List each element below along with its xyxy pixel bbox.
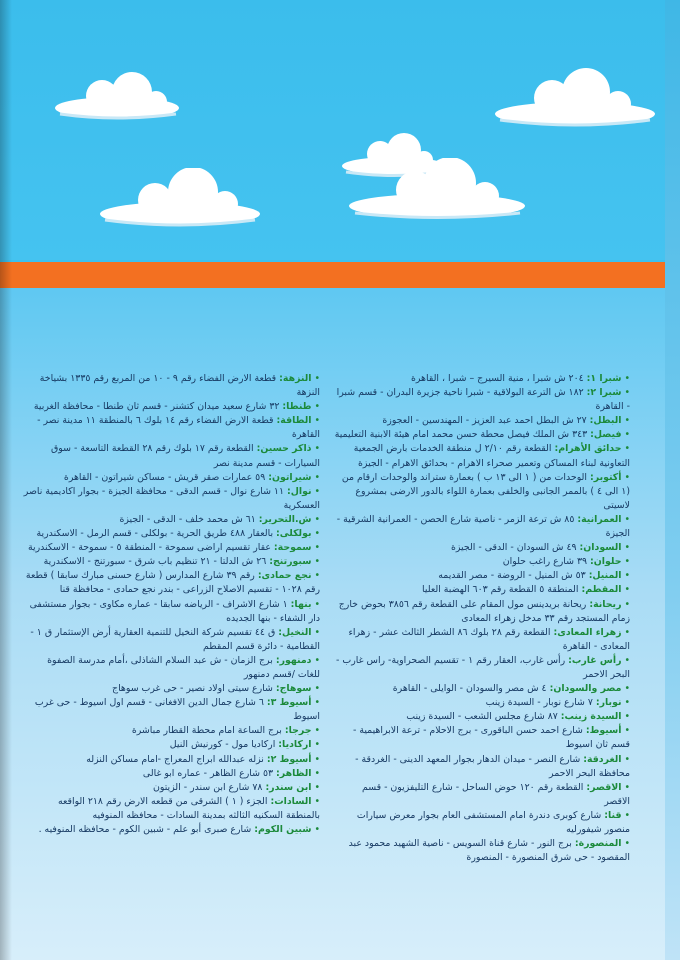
cloud-icon	[50, 70, 185, 120]
branch-entry: • البطل: ٢٧ ش البطل احمد عبد العزيز - المهندسين - العجوزة	[382, 415, 630, 427]
branch-entry: • السودان: ٤٩ ش السودان - الدقى - الجيزة	[450, 542, 630, 554]
page-spine-shadow	[0, 0, 12, 960]
branch-entry: • أسيوط ٢: نزله عبدالله ابراج المعراج -امام مساكن النزله	[86, 753, 320, 765]
branch-entry: • النزهة: قطعة الارض الفضاء رقم ٩ - ١٠ من المربع رقم ١٣٣٥ بشياخة النزهة	[39, 373, 320, 399]
branch-entry: • العمرانية: ٨٥ ش ترعة الزمر - ناصية شارع الحصن - العمرانية الشرقية - الجيزة	[336, 513, 630, 540]
branch-entry: • فيصل: ٣٤٣ ش الملك فيصل محطة حسن محمد امام هيئة الابنية التعليمية	[334, 429, 630, 441]
branches-list-right	[334, 372, 630, 865]
branch-entry: • أكتوبر: الوحدات من ( ١ الى ١٣ ب ) بعمارة ستراند والوحدات ارقام من (١ الى ٤ ) بالممر الجانبى والخلفى بعمارة اللواء بالدور الارضى بمشروع لاسيتى	[341, 471, 630, 511]
branch-entry: • المنصورة: برج النور - شارع قناة السويس - ناصية الشهيد محمود عبد المقصود - حى شرق المنصورة - المنصورة	[348, 838, 630, 864]
branch-entry: • السادات: الجزء ( ١ ) الشرقى من قطعه الارض رقم ٢١٨ الواقعه بالمنطقة السكنيه الثالثه بمدينة السادات - محافظه المنوفيه	[57, 795, 320, 821]
branch-entry: • زهراء المعادى: القطعة رقم ٢٨ بلوك ٨٦ الشطر الثالث عشر - زهراء المعادى - القاهرة	[348, 626, 630, 652]
branch-entry: • الظاهر: ٥٣ شارع الظاهر - عماره ابو غالى	[142, 767, 320, 779]
orange-divider-stripe	[0, 262, 665, 288]
branch-entry: • الاقصر: القطعة رقم ١٢٠ حوض الساحل - شارع التليفزيون - قسم الاقصر	[362, 781, 630, 807]
branch-entry: • المنيل: ٥٣ ش المنيل - الروضة - مصر القديمه	[438, 570, 630, 582]
branch-entry: • ذاكر حسين: القطعة رقم ١٧ بلوك رقم ٢٨ القطعة التاسعة - سوق السيارات - قسم مدينة نصر	[51, 443, 320, 469]
branch-entry: • نوبار: ٧ شارع نوبار - السيدة زينب	[485, 697, 630, 709]
branch-entry: • دمنهور: برج الزمان - ش عبد السلام الشاذلى ،أمام مدرسة الصفوة للغات /قسم دمنهور	[47, 654, 320, 680]
branch-entry: • الطاقة: قطعة الارض الفضاء رقم ١٤ بلوك ٦ بالمنطقة ١١ مدينة نصر - القاهرة	[37, 415, 320, 441]
branch-entry: • شيراتون: ٥٩ عمارات صقر قريش - مساكن شيراتون - القاهرة	[63, 471, 320, 483]
branch-entry: • الغردقة: شارع النصر - ميدان الدهار بجوار المعهد الدينى - الغردقة - محافظة البحر الاحمر	[355, 753, 630, 779]
branch-entry: • سوهاج: شارع سيتى اولاد نصير - حى غرب سوهاج	[112, 683, 320, 695]
branches-list-left	[22, 372, 320, 837]
branch-entry: • السيدة زينب: ٨٧ شارع مجلس الشعب - السيدة زينب	[406, 711, 630, 723]
page-edge	[665, 0, 680, 960]
branch-entry: • جرجا: برج الساعة امام محطة القطار مباشرة	[131, 725, 320, 737]
branch-entry: • شبين الكوم: شارع صبرى أبو علم - شبين الكوم - محافظه المنوفيه .	[38, 824, 320, 835]
branch-entry: • شبرا ١: ٢٠٤ ش شبرا ، منية السيرج – شبرا ، القاهرة	[410, 373, 630, 384]
branch-entry: • ش.التحرير: ٦١ ش محمد خلف - الدقى - الجيزة	[119, 513, 320, 525]
branch-entry: • رأس غارب: رأس غارب، العقار رقم ١ - تقسيم الصحراوية- راس غارب - البحر الاحمر	[336, 654, 630, 680]
branch-entry: • سموحة: عقار تقسيم اراضى سموحة - المنطقة ٥ - سموحة - الاسكندرية	[27, 542, 320, 554]
branch-entry: • أسيوط: شارع احمد حسن الباقورى - برج الاحلام - ترعة الابراهيمية - قسم ثان اسيوط	[352, 725, 630, 751]
branch-entry: • ابن سندر: ٧٨ شارع ابن سندر - الزيتون	[152, 781, 320, 793]
branch-entry: • سبورتنج: ٢٦ ش الدلتا - ٢١ تنظيم باب شرق - سبورتنج - الاسكندرية	[43, 556, 320, 568]
branch-entry: • اركاديا: اركاديا مول - كورنيش النيل	[169, 739, 320, 751]
branch-entry: • المقطم: المنطقة ٥ القطعة رقم ٦٠٣ الهضبة العليا	[422, 584, 630, 596]
cloud-icon	[95, 168, 265, 228]
cloud-icon	[490, 68, 660, 128]
branch-entry: • حدائق الأهرام: القطعة رقم ٢/١٠ ل منطقة الخدمات بارض الجمعية التعاونية لبناء المساكن وتعمير صحراء الاهرام - بحدائق الاهرام - الجيزة	[353, 443, 630, 469]
branch-entry: • نوال: ١١ شارع نوال - قسم الدقى - محافظة الجيزة - بجوار اكاديمية ناصر العسكرية	[23, 485, 320, 511]
branch-entry: • بولكلى: بالعقار ٤٨٨ طريق الحرية - بولكلى - قسم الرمل - الاسكندرية	[36, 528, 320, 540]
branch-entry: • حلوان: ٣٩ شارع راغب حلوان	[502, 556, 630, 568]
branch-entry: • بنها: ١ شارع الاشراف - الرياضه سابقا - عماره مكاوى - بجوار مستشفى دار الشفاء - بنها الجديده	[29, 598, 320, 624]
branch-entry: • أسيوط ٣: ٦ شارع جمال الدين الافغانى - قسم اول اسيوط - حى غرب اسيوط	[34, 697, 320, 723]
branch-entry: • شبرا ٢: ١٨٢ ش الترعة البولاقية - شبرا ناحية جزيرة البدران - قسم شبرا - القاهرة	[336, 387, 630, 413]
branch-entry: • طنطا: ٣٢ شارع سعيد ميدان كتشنر - قسم ثان طنطا - محافظة الغربية	[33, 401, 320, 413]
branch-entry: • قنا: شارع كوبرى دندرة امام المستشفى العام بجوار معرض سيارات منصور شيفورليه	[356, 809, 630, 835]
branch-entry: • مصر والسودان: ٤ ش مصر والسودان - الوايلى - القاهرة	[392, 683, 630, 695]
branch-entry: • نجع حمادى: رقم ٣٩ شارع المدارس ( شارع حسنى مبارك سابقا ) قطعة رقم ١٠٢٨ - تقسيم الاصلاح الزراعى - بندر نجع حمادى - محافظة قنا	[25, 570, 320, 596]
cloud-icon	[345, 158, 530, 220]
branch-entry: • النخيل: ق ٤٤ تقسيم شركة النخيل للتنمية العقارية أرض الإستثمار ق ١ - القطامية - دائرة قسم المقطم	[30, 626, 320, 652]
branch-entry: • ريحانة: ريحانة بريدينس مول المقام على القطعة رقم ٣٨٥٦ بحوض خارج زمام المستجد رقم ٣٣ مدخل زهراء المعادى	[338, 598, 630, 624]
